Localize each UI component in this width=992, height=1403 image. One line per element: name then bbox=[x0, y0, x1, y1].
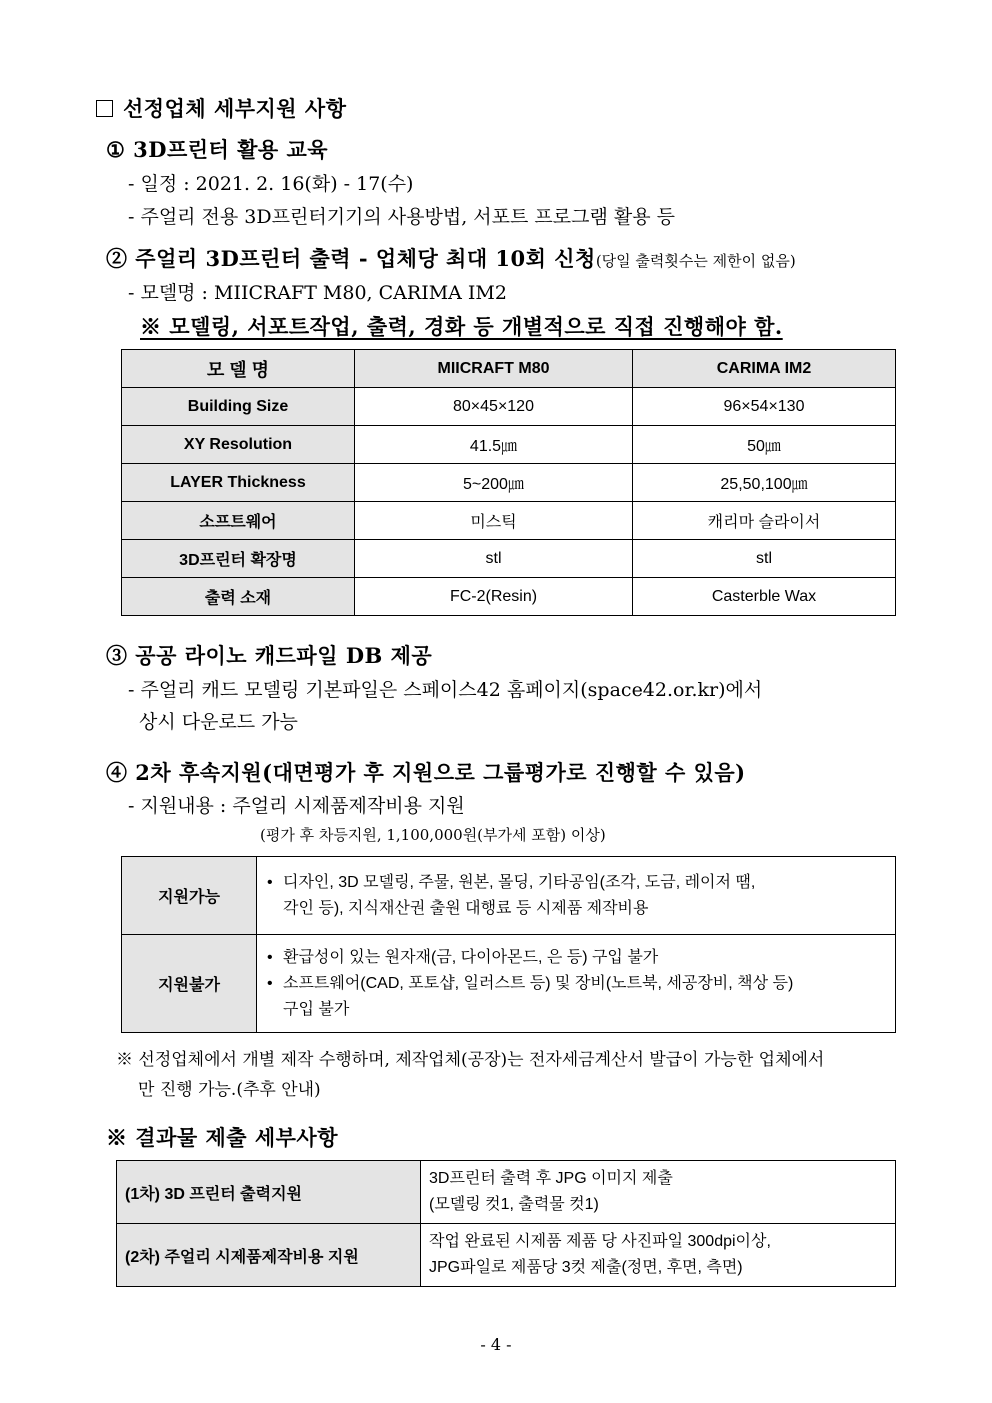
s2-notice: ※ 모델링, 서포트작업, 출력, 경화 등 개별적으로 직접 진행해야 함. bbox=[140, 314, 783, 339]
section-title: 선정업체 세부지원 사항 bbox=[96, 93, 346, 123]
s2-title-row bbox=[106, 243, 796, 273]
s3-line-2: 상시 다운로드 가능 bbox=[139, 711, 298, 733]
bullet-text: 디자인, 3D 모델링, 주물, 원본, 몰딩, 기타공임(조각, 도금, 레이저 땜, 각인 등), 지식재산권 출원 대행료 등 시제품 제작비용 bbox=[283, 873, 756, 917]
support-row bbox=[122, 935, 896, 1033]
bullet-icon: • bbox=[267, 948, 273, 966]
spec-value: 캐리마 슬라이서 bbox=[633, 502, 896, 540]
result-label: (2차) 주얼리 시제품제작비용 지원 bbox=[117, 1224, 421, 1287]
result-line: 작업 완료된 시제품 제품 당 사진파일 300dpi이상, bbox=[429, 1233, 771, 1250]
spec-value: 96×54×130 bbox=[633, 388, 896, 426]
spec-value: FC-2(Resin) bbox=[355, 578, 633, 616]
bullet-item bbox=[267, 870, 885, 922]
result-table bbox=[116, 1160, 896, 1287]
s1-title: ① 3D프린터 활용 교육 bbox=[106, 137, 329, 162]
spec-value: 5~200㎛ bbox=[355, 464, 633, 502]
spec-label: LAYER Thickness bbox=[122, 464, 355, 502]
page-number: - 4 - bbox=[480, 1335, 512, 1354]
s4-line-1: - 지원내용 : 주얼리 시제품제작비용 지원 bbox=[128, 795, 465, 817]
spec-value: 25,50,100㎛ bbox=[633, 464, 896, 502]
result-line: JPG파일로 제품당 3컷 제출(정면, 후면, 측면) bbox=[429, 1259, 743, 1276]
s2-title-note: (당일 출력횟수는 제한이 없음) bbox=[595, 252, 796, 270]
result-title: ※ 결과물 제출 세부사항 bbox=[106, 1125, 339, 1150]
result-row bbox=[117, 1161, 896, 1224]
spec-label: 소프트웨어 bbox=[122, 502, 355, 540]
spec-value: stl bbox=[355, 540, 633, 578]
support-content bbox=[257, 935, 896, 1033]
spec-row bbox=[122, 502, 896, 540]
s2-model-line: - 모델명 : MIICRAFT M80, CARIMA IM2 bbox=[128, 282, 507, 304]
spec-value: 41.5㎛ bbox=[355, 426, 633, 464]
result-line: (모델링 컷1, 출력물 컷1) bbox=[429, 1196, 599, 1213]
result-row bbox=[117, 1224, 896, 1287]
result-label: (1차) 3D 프린터 출력지원 bbox=[117, 1161, 421, 1224]
result-content bbox=[421, 1224, 896, 1287]
spec-row bbox=[122, 578, 896, 616]
bullet-text: 소프트웨어(CAD, 포토샵, 일러스트 등) 및 장비(노트북, 세공장비, 책상 등) 구입 불가 bbox=[283, 974, 794, 1018]
spec-table bbox=[121, 349, 896, 616]
support-table bbox=[121, 856, 896, 1033]
note-line-1: ※ 선정업체에서 개별 제작 수행하며, 제작업체(공장)는 전자세금계산서 발급이 가능한 업체에서 bbox=[116, 1050, 825, 1070]
spec-value: 50㎛ bbox=[633, 426, 896, 464]
spec-label: 출력 소재 bbox=[122, 578, 355, 616]
spec-value: stl bbox=[633, 540, 896, 578]
bullet-item bbox=[267, 971, 885, 1023]
spec-value: 80×45×120 bbox=[355, 388, 633, 426]
spec-value: Casterble Wax bbox=[633, 578, 896, 616]
support-label: 지원가능 bbox=[122, 857, 257, 935]
result-content bbox=[421, 1161, 896, 1224]
checkbox-square-icon bbox=[96, 100, 113, 117]
s2-title: ② 주얼리 3D프린터 출력 - 업체당 최대 10회 신청 bbox=[106, 246, 596, 271]
s4-line-2: (평가 후 차등지원, 1,100,000원(부가세 포함) 이상) bbox=[260, 826, 606, 844]
spec-header-cell: MIICRAFT M80 bbox=[355, 350, 633, 388]
spec-row bbox=[122, 540, 896, 578]
spec-header-cell: CARIMA IM2 bbox=[633, 350, 896, 388]
spec-row bbox=[122, 388, 896, 426]
support-content bbox=[257, 857, 896, 935]
spec-label: 3D프린터 확장명 bbox=[122, 540, 355, 578]
bullet-text: 환급성이 있는 원자재(금, 다이아몬드, 은 등) 구입 불가 bbox=[283, 948, 659, 966]
s3-line-1: - 주얼리 캐드 모델링 기본파일은 스페이스42 홈페이지(space42.or.kr)에서 bbox=[128, 679, 763, 701]
s3-title: ③ 공공 라이노 캐드파일 DB 제공 bbox=[106, 643, 433, 668]
note-line-2: 만 진행 가능.(추후 안내) bbox=[138, 1080, 321, 1100]
support-label: 지원불가 bbox=[122, 935, 257, 1033]
bullet-icon: • bbox=[267, 873, 273, 891]
s4-title: ④ 2차 후속지원(대면평가 후 지원으로 그룹평가로 진행할 수 있음) bbox=[106, 760, 746, 785]
s1-line-1: - 일정 : 2021. 2. 16(화) - 17(수) bbox=[128, 173, 414, 195]
support-row bbox=[122, 857, 896, 935]
result-line: 3D프린터 출력 후 JPG 이미지 제출 bbox=[429, 1170, 673, 1187]
spec-row bbox=[122, 426, 896, 464]
spec-value: 미스틱 bbox=[355, 502, 633, 540]
s1-line-2: - 주얼리 전용 3D프린터기기의 사용방법, 서포트 프로그램 활용 등 bbox=[128, 206, 675, 228]
spec-header-cell: 모 델 명 bbox=[122, 350, 355, 388]
spec-label: Building Size bbox=[122, 388, 355, 426]
spec-row bbox=[122, 464, 896, 502]
bullet-item bbox=[267, 945, 885, 971]
bullet-icon: • bbox=[267, 974, 273, 992]
spec-label: XY Resolution bbox=[122, 426, 355, 464]
spec-header-row bbox=[122, 350, 896, 388]
